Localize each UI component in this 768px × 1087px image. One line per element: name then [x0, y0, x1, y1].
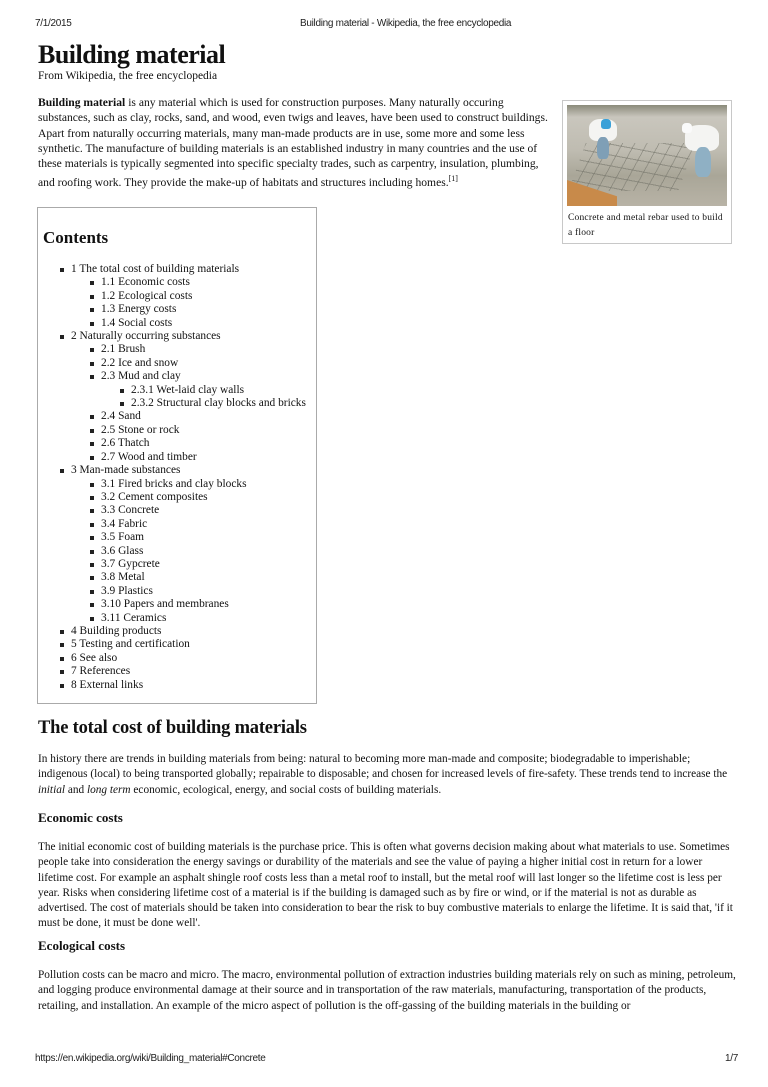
print-header-title: Building material - Wikipedia, the free encyclopedia: [300, 18, 512, 29]
toc-item[interactable]: 1.4 Social costs: [38, 317, 306, 330]
print-footer-page-number: 1/7: [725, 1053, 739, 1064]
toc-item[interactable]: 2.3 Mud and clay: [38, 370, 306, 383]
toc-item[interactable]: 2 Naturally occurring substances: [38, 330, 306, 343]
section-heading-ecological: Ecological costs: [38, 938, 126, 953]
toc-item[interactable]: 1.2 Ecological costs: [38, 290, 306, 303]
toc-title: Contents: [43, 228, 109, 247]
toc-item[interactable]: 2.5 Stone or rock: [38, 424, 306, 437]
page-subtitle: From Wikipedia, the free encyclopedia: [38, 70, 218, 82]
toc-item[interactable]: 3.5 Foam: [38, 531, 306, 544]
toc-item[interactable]: 2.2 Ice and snow: [38, 357, 306, 370]
toc-item[interactable]: 3.10 Papers and membranes: [38, 598, 306, 611]
toc-item[interactable]: 3.7 Gypcrete: [38, 558, 306, 571]
toc-item[interactable]: 8 External links: [38, 679, 306, 692]
toc-item[interactable]: 6 See also: [38, 652, 306, 665]
section-heading-total-cost: The total cost of building materials: [38, 718, 307, 738]
toc-item[interactable]: 2.1 Brush: [38, 343, 306, 356]
section-paragraph-ecological: Pollution costs can be macro and micro. The macro, environmental pollution of extraction industries building materials rely on such as mining, petroleum, and logging produce environmental damage at their source and in transportation of the raw materials, manufacturing, transportation of the products, retailing, and installation. An example of the micro aspect of pollution is the off-gassing of the building materials in the building or: [38, 969, 736, 1012]
toc-item[interactable]: 3.8 Metal: [38, 571, 306, 584]
worker-1-legs: [597, 137, 609, 159]
figure-caption: Concrete and metal rebar used to build a floor: [568, 213, 723, 238]
text-run: and: [65, 783, 87, 796]
citation-link[interactable]: [1]: [448, 174, 458, 184]
rebar-grid: [568, 143, 695, 191]
toc-item[interactable]: 2.4 Sand: [38, 410, 306, 423]
print-footer-url: https://en.wikipedia.org/wiki/Building_material#Concrete: [35, 1053, 266, 1064]
intro-paragraph: [38, 95, 548, 191]
page-title: Building material: [38, 40, 226, 69]
toc-item[interactable]: 7 References: [38, 665, 306, 678]
text-run: In history there are trends in building materials from being: natural to becoming more man-made and composite; biodegradable to imperishable; indigenous (local) to being transported globally; repairable to disposable; and chosen for increased levels of fire-safety. These trends tend to increase the: [38, 753, 728, 781]
emphasis-long-term: long term: [86, 783, 131, 796]
worker-2-helmet: [682, 123, 692, 133]
toc-item[interactable]: 5 Testing and certification: [38, 638, 306, 651]
toc-item[interactable]: 3.9 Plastics: [38, 585, 306, 598]
emphasis-initial: initial: [38, 783, 65, 796]
toc-item[interactable]: 4 Building products: [38, 625, 306, 638]
table-of-contents: [37, 207, 317, 704]
toc-item[interactable]: 2.7 Wood and timber: [38, 451, 306, 464]
toc-item[interactable]: 2.3.2 Structural clay blocks and bricks: [38, 397, 306, 410]
toc-list: [38, 263, 306, 692]
figure-thumbnail: [562, 100, 732, 244]
print-header-date: 7/1/2015: [35, 18, 72, 29]
toc-item[interactable]: 2.6 Thatch: [38, 437, 306, 450]
toc-item[interactable]: 3.4 Fabric: [38, 518, 306, 531]
worker-1-helmet: [601, 119, 611, 129]
toc-item[interactable]: 3.2 Cement composites: [38, 491, 306, 504]
section-heading-economic: Economic costs: [38, 810, 123, 825]
section-paragraph-total-cost: [38, 752, 738, 798]
intro-bold-lead: Building material: [38, 96, 126, 109]
text-run: economic, ecological, energy, and social costs of building materials.: [130, 783, 442, 796]
intro-text: is any material which is used for construction purposes. Many naturally occuring substances, such as clay, rocks, sand, and wood, even twigs and leaves, have been used to construct buildings. Apart from naturally occurring materials, many man-made products are in use, some more and some less synthetic. The manufacture of building materials is an established industry in many countries and the use of these materials is typically segmented into specific specialty trades, such as carpentry, insulation, plumbing, and roofing work. They provide the make-up of habitats and structures including homes.: [38, 96, 548, 190]
toc-item[interactable]: 1.3 Energy costs: [38, 303, 306, 316]
toc-item[interactable]: 1.1 Economic costs: [38, 276, 306, 289]
toc-item[interactable]: 3.3 Concrete: [38, 504, 306, 517]
concrete-floor-image[interactable]: [567, 105, 727, 206]
worker-2-legs: [695, 147, 711, 177]
toc-item[interactable]: 3.6 Glass: [38, 545, 306, 558]
toc-item[interactable]: 3.1 Fired bricks and clay blocks: [38, 478, 306, 491]
toc-item[interactable]: 3.11 Ceramics: [38, 612, 306, 625]
toc-item[interactable]: 3 Man-made substances: [38, 464, 306, 477]
toc-item[interactable]: 1 The total cost of building materials: [38, 263, 306, 276]
section-paragraph-economic: The initial economic cost of building materials is the purchase price. This is often what governs decision making about what materials to use. Sometimes people take into consideration the energy savings or durability of the materials and see the value of paying a higher initial cost in return for a lower lifetime cost. For example an asphalt shingle roof costs less than a metal roof to install, but the metal roof will last longer so the lifetime cost is less per year. Risks when considering lifetime cost of a material is if the building is damaged such as by fire or wind, or if the material is not as durable as advertised. The cost of materials should be taken into consideration to bear the risk to buy combustive materials to enlarge the lifetime. It is said that, 'if it must be done, it must be done well'.: [38, 841, 733, 930]
toc-item[interactable]: 2.3.1 Wet-laid clay walls: [38, 384, 306, 397]
